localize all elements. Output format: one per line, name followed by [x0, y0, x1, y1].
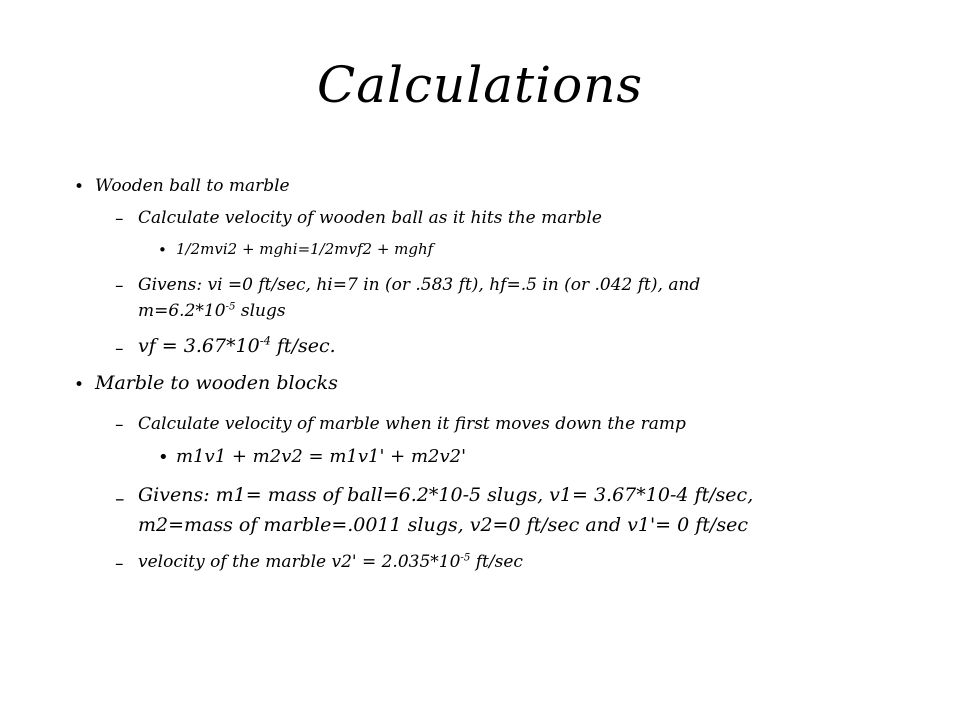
givens-line-2b: m2=mass of marble=.0011 slugs, v2=0 ft/sec and v1'= 0 ft/sec	[138, 514, 748, 536]
dash-icon: –	[115, 554, 124, 574]
bullet-icon: •	[74, 177, 85, 197]
dash-icon: –	[115, 488, 125, 510]
givens-line-2a: Givens: m1= mass of ball=6.2*10-5 slugs, v1= 3.67*10-4 ft/sec,	[138, 484, 754, 506]
calc-line-2: Calculate velocity of marble when it first moves down the ramp	[138, 414, 686, 434]
equation-line-2: m1v1 + m2v2 = m1v1' + m2v2'	[176, 446, 467, 467]
dash-icon: –	[115, 209, 124, 229]
givens-line-1a: Givens: vi =0 ft/sec, hi=7 in (or .583 ft), hf=.5 in (or .042 ft), and	[138, 275, 701, 295]
bullet-icon: •	[158, 447, 169, 468]
calc-line-1: Calculate velocity of wooden ball as it hits the marble	[138, 208, 602, 228]
section-heading-marble: Marble to wooden blocks	[95, 372, 338, 394]
result-line-1: vf = $3.67*10^{-4}$ ft/sec.	[138, 333, 336, 357]
equation-line-1: 1/2mvi2 + mghi=1/2mvf2 + mghf	[176, 240, 434, 258]
bullet-icon: •	[158, 241, 167, 259]
dash-icon: –	[115, 276, 124, 296]
result-line-2: velocity of the marble $v2' = 2.035*10^{-5}$ ft/sec	[138, 552, 523, 572]
section-heading-wooden-ball: Wooden ball to marble	[95, 176, 290, 196]
slide-title: Calculations	[316, 56, 644, 114]
bullet-icon: •	[74, 375, 85, 395]
dash-icon: –	[115, 339, 124, 359]
dash-icon: –	[115, 415, 124, 435]
givens-line-1b: $m=6.2*10^{-5}$ slugs	[138, 301, 286, 321]
